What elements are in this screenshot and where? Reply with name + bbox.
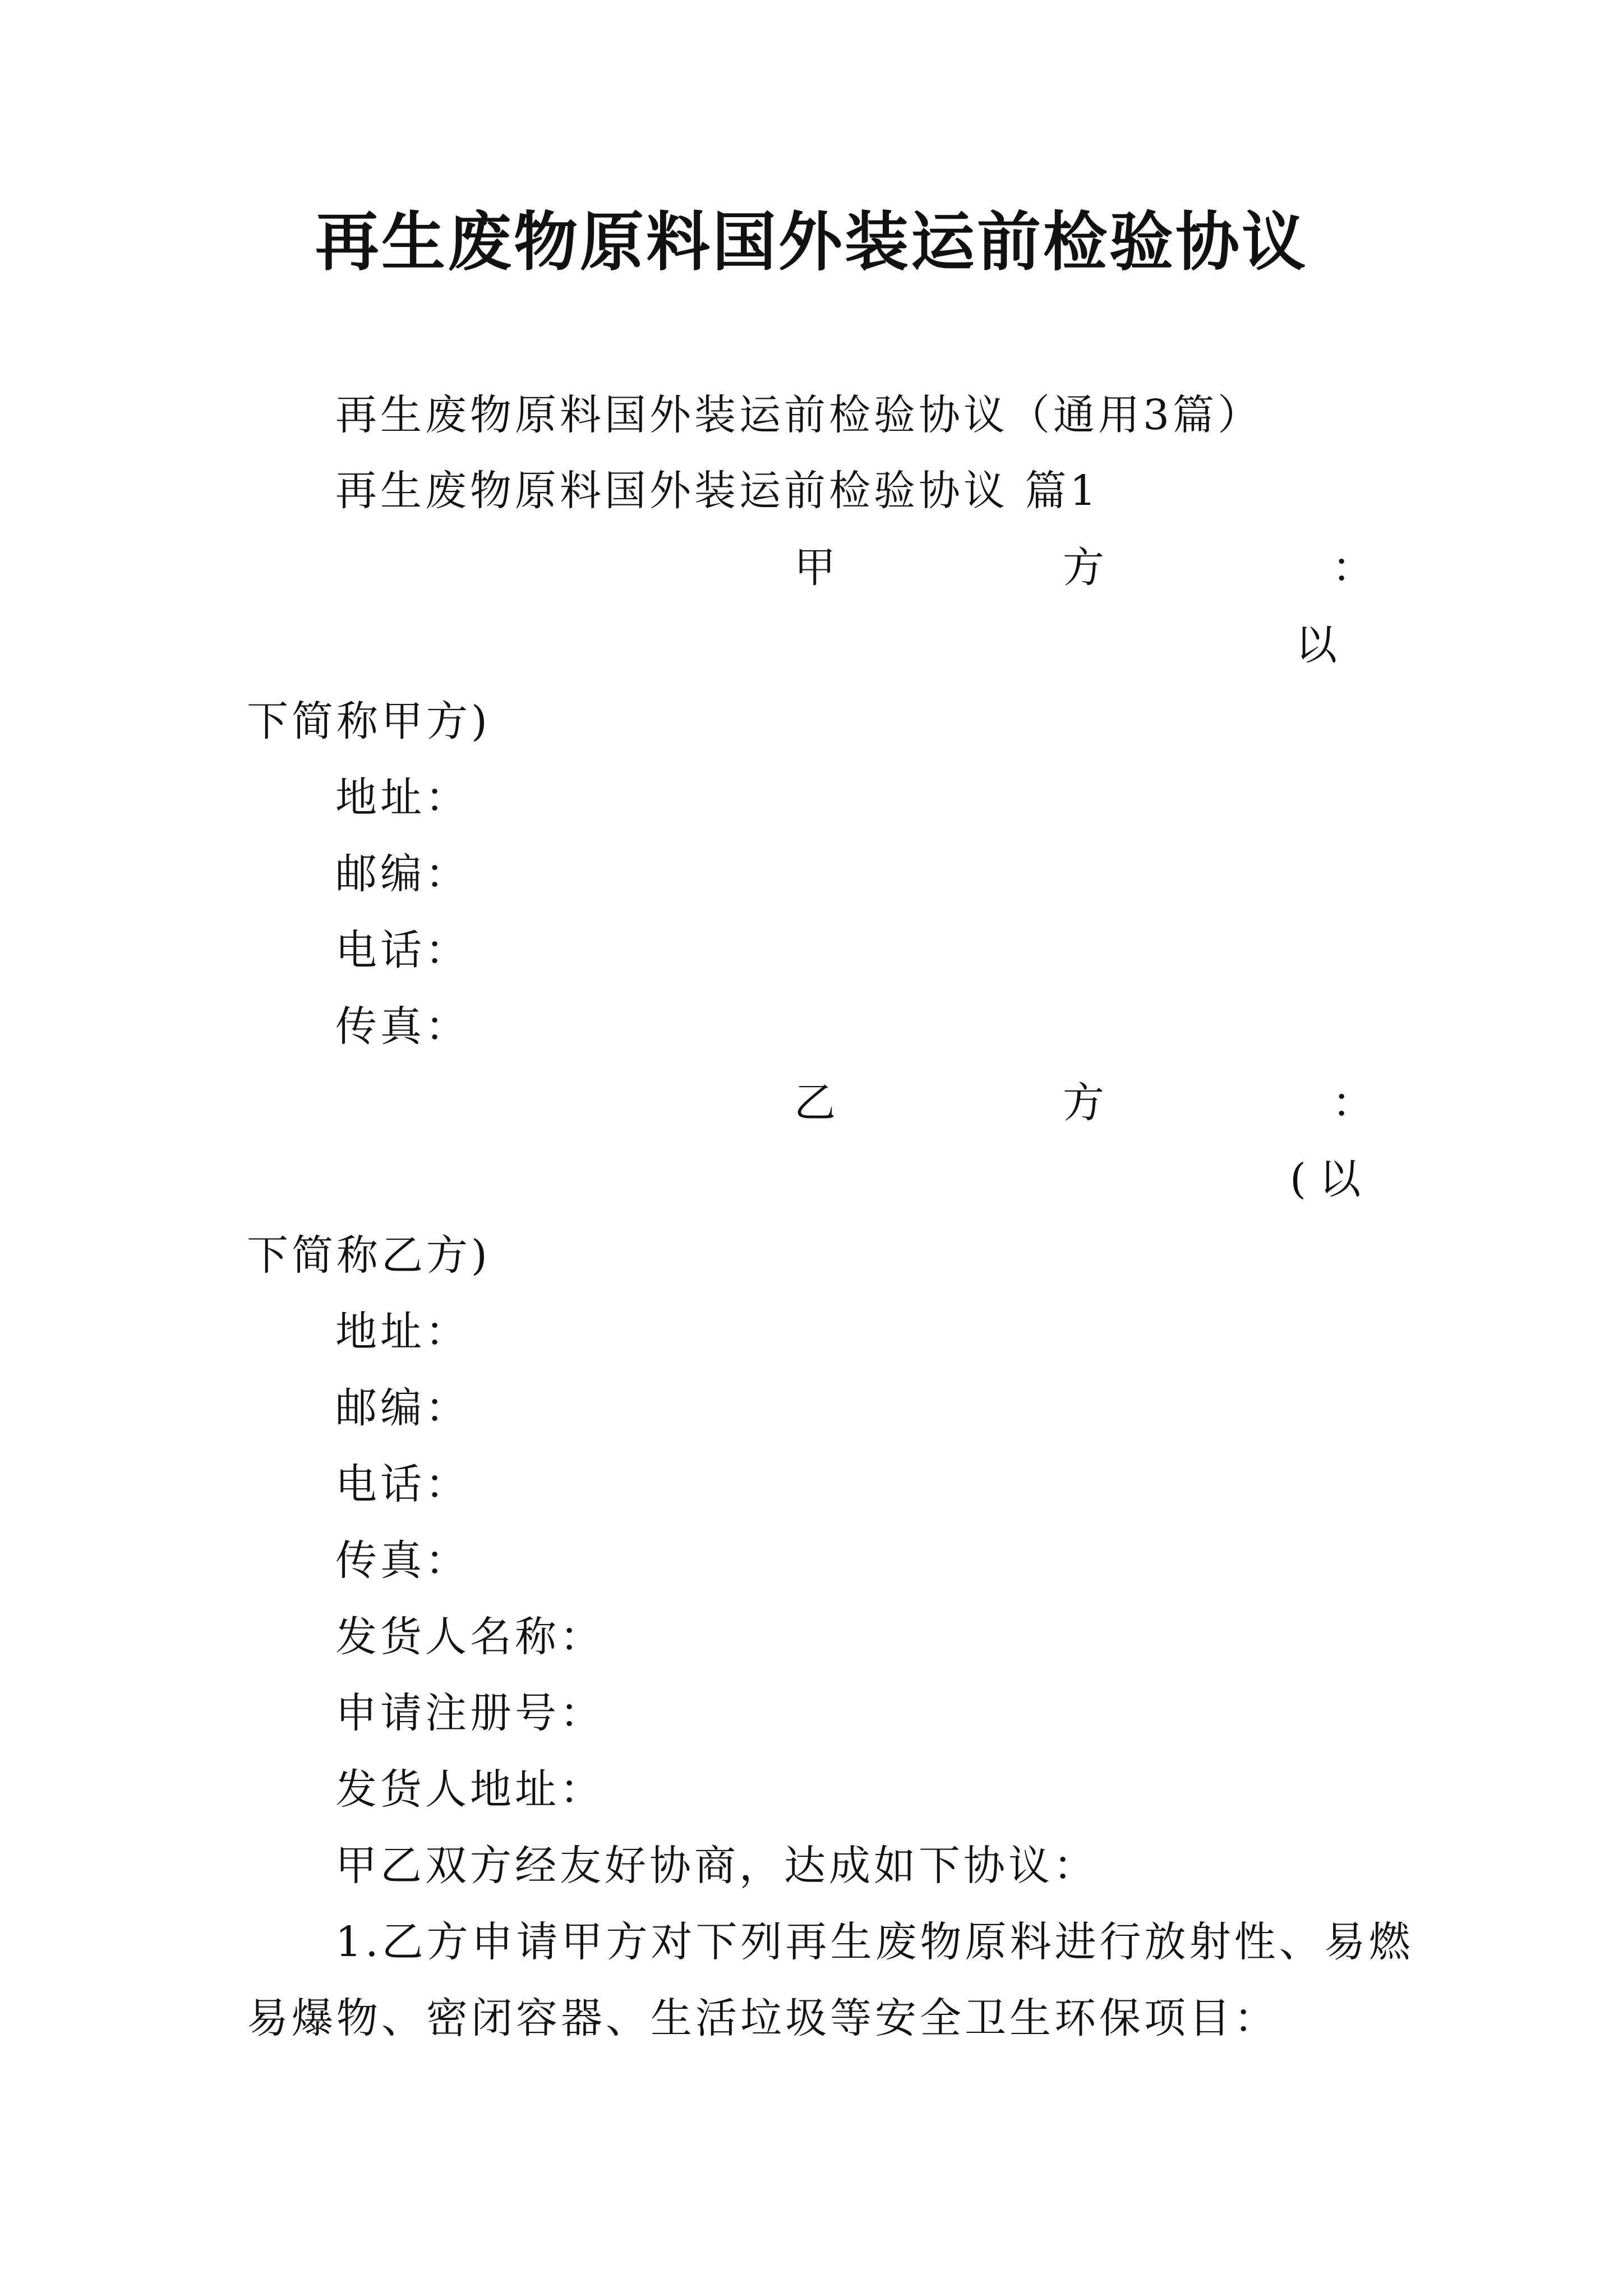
document-title: 再生废物原料国外装运前检验协议 [315,204,1308,279]
shipper-address-label: 发货人地址： [335,1765,605,1814]
party-b-colon: ： [1332,1079,1373,1127]
party-b-fax-label: 传真： [335,1536,470,1585]
clause-1-line-2: 易爆物、密闭容器、生活垃圾等安全卫生环保项目： [247,1994,1279,2042]
party-b-continuation: 下简称乙方) [247,1231,491,1280]
party-b-paren-tail: ( 以 [1290,1155,1361,1203]
subtitle: 再生废物原料国外装运前检验协议（通用3篇） [335,391,1263,439]
party-a-continuation: 下简称甲方) [247,697,491,746]
party-b-postcode-label: 邮编： [335,1384,470,1432]
party-a-colon: ： [1332,544,1373,592]
shipper-registration-label: 申请注册号： [335,1689,605,1737]
agreement-intro: 甲乙双方经友好协商，达成如下协议： [335,1842,1098,1890]
party-a-address-label: 地址： [335,774,470,822]
party-a-postcode-label: 邮编： [335,850,470,898]
section-heading: 再生废物原料国外装运前检验协议 篇1 [335,467,1100,515]
party-a-phone-label: 电话： [335,926,470,974]
party-a-paren-tail: 以 [1295,621,1337,669]
party-a-char1: 甲 [794,544,836,592]
shipper-name-label: 发货人名称： [335,1613,605,1661]
party-a-fax-label: 传真： [335,1002,470,1051]
party-a-char2: 方 [1063,544,1104,592]
party-b-char2: 方 [1063,1079,1104,1127]
party-b-char1: 乙 [794,1079,836,1127]
clause-1-line-1: 1.乙方申请甲方对下列再生废物原料进行放射性、易燃 [335,1918,1414,1966]
party-b-address-label: 地址： [335,1308,470,1356]
party-b-phone-label: 电话： [335,1460,470,1508]
